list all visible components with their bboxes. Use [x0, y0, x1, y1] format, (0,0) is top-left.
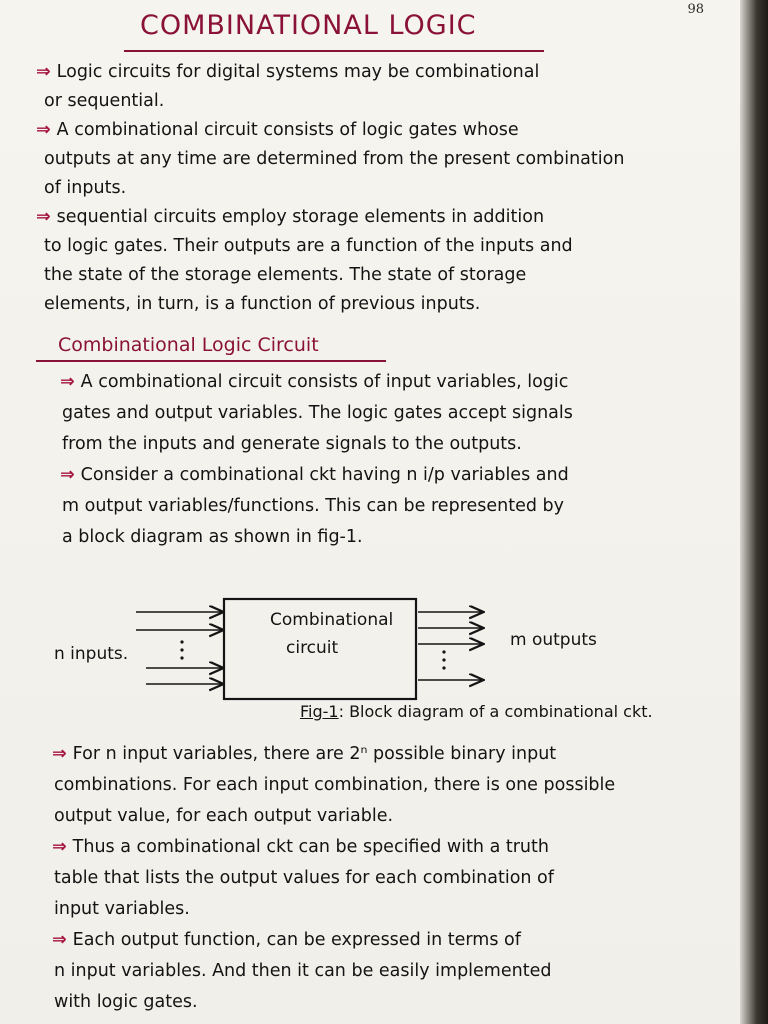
text-line	[54, 775, 615, 795]
line-text: of inputs.	[44, 178, 127, 198]
section-heading: Combinational Logic Circuit	[58, 334, 319, 356]
line-text: elements, in turn, is a function of previous inputs.	[44, 294, 481, 314]
text-line	[52, 930, 521, 950]
text-line	[54, 899, 190, 919]
figure-caption-text: : Block diagram of a combinational ckt.	[338, 702, 653, 721]
outputs-label: m outputs	[510, 630, 597, 650]
box-label-line2: circuit	[286, 638, 339, 658]
line-text: For n input variables, there are 2ⁿ possible binary input	[72, 744, 557, 764]
line-text: output value, for each output variable.	[54, 806, 394, 826]
inputs-label: n inputs.	[54, 644, 129, 664]
text-line	[52, 744, 556, 764]
text-line	[44, 294, 480, 314]
line-text: Thus a combinational ckt can be specified with a truth	[72, 837, 549, 857]
arrow-icon: ⇒	[60, 372, 75, 392]
line-text: the state of the storage elements. The state of storage	[44, 265, 527, 285]
arrow-icon: ⇒	[36, 120, 51, 140]
arrow-icon: ⇒	[60, 465, 75, 485]
text-line	[44, 178, 126, 198]
text-line	[36, 120, 519, 140]
text-line	[60, 372, 568, 392]
line-text: a block diagram as shown in fig-1.	[62, 527, 363, 547]
input-ellipsis-dot	[180, 640, 183, 643]
line-text: gates and output variables. The logic gates accept signals	[62, 403, 573, 423]
page-title: COMBINATIONAL LOGIC	[140, 10, 477, 41]
output-ellipsis-dot	[442, 650, 445, 653]
line-text: or sequential.	[44, 91, 165, 111]
text-line	[62, 496, 564, 516]
text-line	[36, 62, 539, 82]
figure-number: Fig-1	[300, 702, 339, 721]
line-text: n input variables. And then it can be easily implemented	[54, 961, 552, 981]
line-text: A combinational circuit consists of input variables, logic	[80, 372, 569, 392]
output-ellipsis-dot	[442, 666, 445, 669]
arrow-icon: ⇒	[36, 62, 51, 82]
output-ellipsis-dot	[442, 658, 445, 661]
input-ellipsis-dot	[180, 656, 183, 659]
arrow-icon: ⇒	[36, 207, 51, 227]
text-line	[54, 806, 393, 826]
text-line	[44, 149, 624, 169]
arrow-icon: ⇒	[52, 744, 67, 764]
input-ellipsis-dot	[180, 648, 183, 651]
line-text: Each output function, can be expressed in terms of	[72, 930, 521, 950]
line-text: m output variables/functions. This can be represented by	[62, 496, 564, 516]
line-text: outputs at any time are determined from the present combination	[44, 149, 625, 169]
text-line	[54, 868, 554, 888]
line-text: Logic circuits for digital systems may be combinational	[56, 62, 540, 82]
page-number: 98	[687, 2, 704, 17]
line-text: sequential circuits employ storage elements in addition	[56, 207, 545, 227]
figure-caption	[300, 702, 653, 721]
block-diagram	[0, 590, 768, 710]
arrow-icon: ⇒	[52, 930, 67, 950]
line-text: input variables.	[54, 899, 190, 919]
text-line	[62, 527, 363, 547]
line-text: A combinational circuit consists of logic gates whose	[56, 120, 519, 140]
text-line	[52, 837, 549, 857]
arrow-icon: ⇒	[52, 837, 67, 857]
title-underline	[124, 50, 544, 52]
text-line	[44, 91, 164, 111]
line-text: with logic gates.	[54, 992, 198, 1012]
line-text: from the inputs and generate signals to the outputs.	[62, 434, 522, 454]
text-line	[60, 465, 569, 485]
line-text: combinations. For each input combination, there is one possible	[54, 775, 616, 795]
text-line	[36, 207, 544, 227]
line-text: to logic gates. Their outputs are a function of the inputs and	[44, 236, 573, 256]
line-text: table that lists the output values for each combination of	[54, 868, 554, 888]
box-label-line1: Combinational	[270, 610, 394, 630]
section-heading-underline	[36, 360, 386, 362]
line-text: Consider a combinational ckt having n i/p variables and	[80, 465, 569, 485]
text-line	[54, 992, 198, 1012]
text-line	[44, 236, 573, 256]
text-line	[62, 434, 522, 454]
page-edge	[740, 0, 768, 1024]
text-line	[62, 403, 573, 423]
text-line	[44, 265, 526, 285]
text-line	[54, 961, 551, 981]
